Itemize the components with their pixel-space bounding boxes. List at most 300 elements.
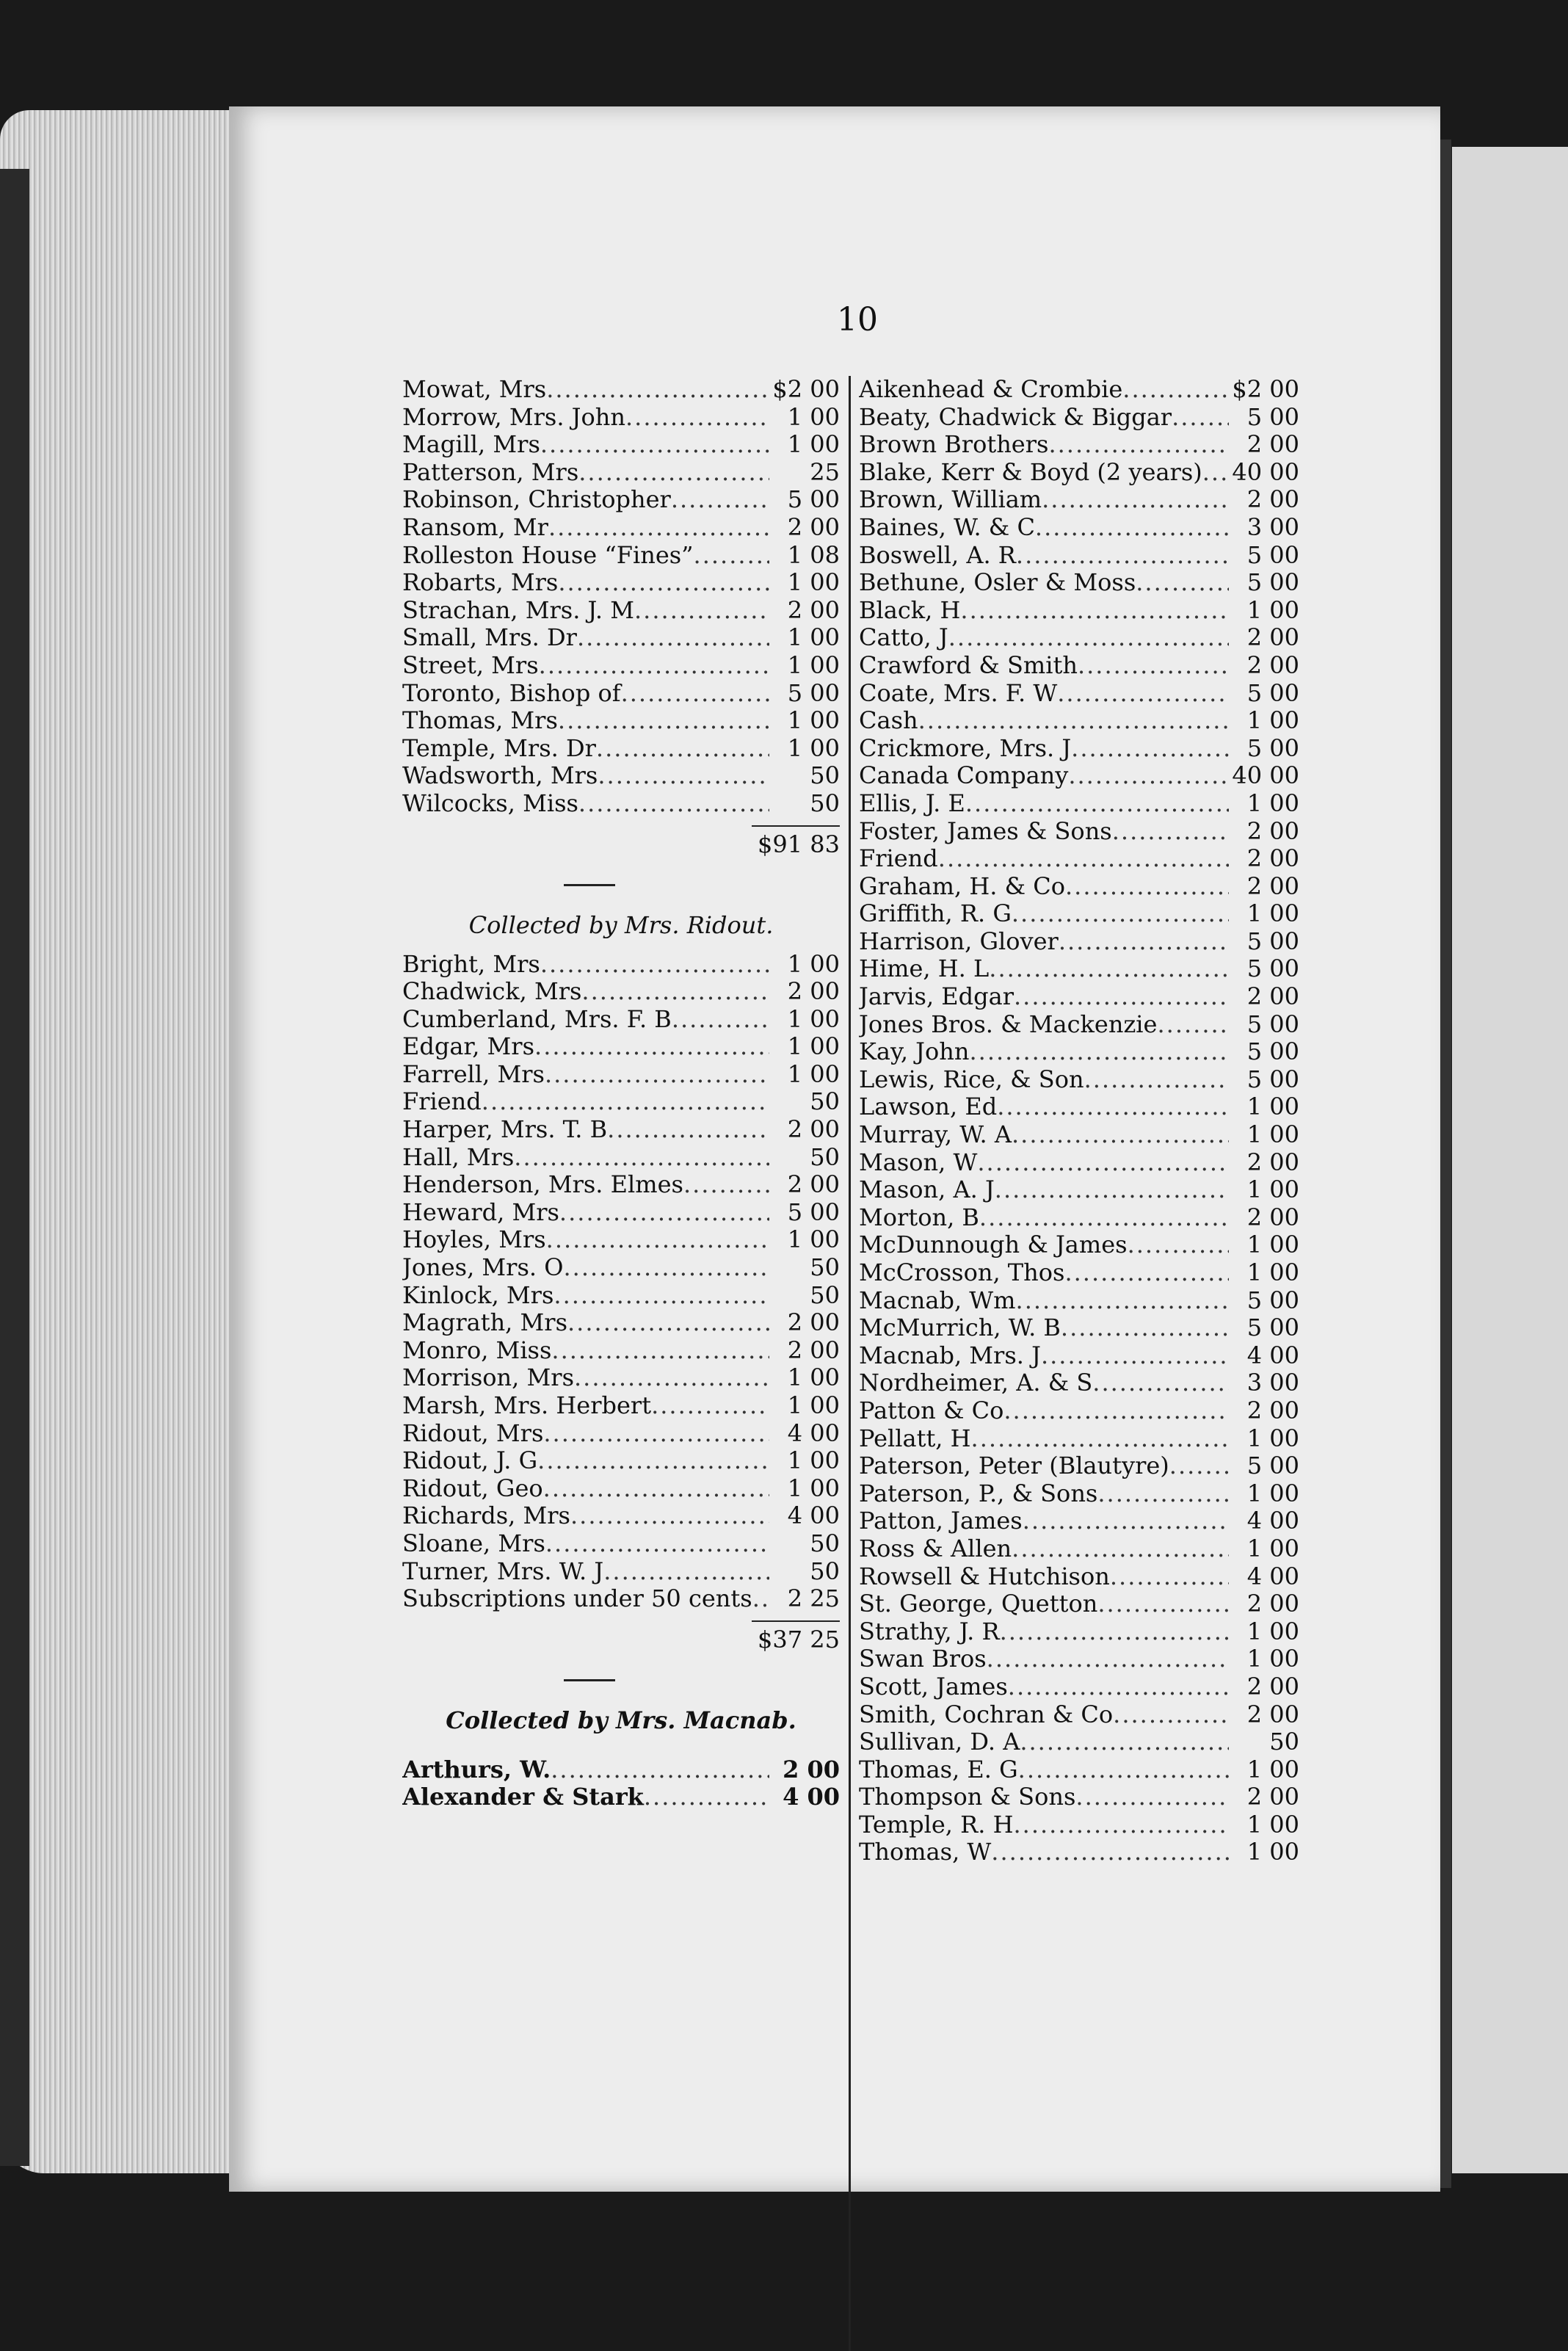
subscriber-row — [859, 1535, 1299, 1563]
subscriber-name: Bethune, Osler & Moss — [859, 569, 1136, 597]
subscriber-row — [859, 873, 1299, 901]
leader-dots — [1172, 404, 1229, 432]
leader-dots — [672, 1006, 769, 1034]
subscriber-row — [402, 1116, 840, 1144]
subscriber-row — [859, 597, 1299, 625]
subscription-amount: 5 00 — [1246, 1452, 1299, 1480]
subscriber-row — [402, 1392, 840, 1420]
subscription-amount: 5 00 — [787, 679, 840, 707]
subscriber-name: Temple, Mrs. Dr — [402, 734, 596, 762]
subscriber-row — [859, 1342, 1299, 1370]
subscriber-row — [859, 1231, 1299, 1259]
subscription-amount: 1 00 — [787, 1005, 840, 1033]
leader-dots — [979, 1204, 1229, 1232]
subscriber-name: Paterson, P., & Sons — [859, 1479, 1098, 1507]
subscriber-name: Magrath, Mrs — [402, 1309, 567, 1337]
leader-dots — [1202, 459, 1229, 487]
leader-dots — [634, 597, 769, 625]
subscriber-row — [859, 542, 1299, 570]
subscriber-row — [859, 1369, 1299, 1397]
leader-dots — [1097, 1590, 1229, 1618]
subscriber-list-ridout — [402, 951, 840, 1613]
macnab-heading: Collected by Mrs. Macnab. — [446, 1706, 796, 1734]
subscription-amount: 1 00 — [787, 950, 840, 978]
subscription-amount: 1 00 — [1246, 707, 1299, 735]
subscription-amount: 40 00 — [1232, 762, 1299, 790]
leader-dots — [1084, 1066, 1229, 1094]
subscriber-name: Thompson & Sons — [859, 1783, 1076, 1811]
subscription-amount: 2 00 — [1246, 1673, 1299, 1700]
subscriber-name: Ridout, Geo — [402, 1474, 543, 1502]
subscriber-name: Robinson, Christopher — [402, 486, 671, 514]
subscription-amount: 1 00 — [787, 651, 840, 679]
subscriber-row — [402, 1171, 840, 1199]
subscriber-name: Arthurs, W. — [402, 1756, 551, 1783]
subscriber-name: Thomas, Mrs — [402, 707, 558, 735]
subscription-amount: 1 00 — [1246, 1839, 1299, 1866]
leader-dots — [1097, 1480, 1229, 1508]
leader-dots — [625, 404, 769, 432]
subscriber-name: St. George, Quetton — [859, 1590, 1098, 1618]
subscription-amount: 2 00 — [787, 978, 840, 1006]
subscriber-row — [859, 1563, 1299, 1591]
subscriber-row — [859, 1259, 1299, 1287]
subscriber-row — [402, 680, 840, 708]
subscriber-name: Baines, W. & C — [859, 513, 1035, 541]
leader-dots — [644, 1783, 769, 1811]
subscription-amount: 1 08 — [787, 541, 840, 569]
subscriber-name: Paterson, Peter (Blautyre) — [859, 1452, 1169, 1480]
subscription-amount: 2 00 — [1246, 1148, 1299, 1176]
subscription-amount: 4 00 — [1246, 1507, 1299, 1535]
leader-dots — [570, 1502, 769, 1530]
leader-dots — [938, 845, 1229, 873]
leader-dots — [1065, 873, 1229, 901]
subscriber-row — [859, 707, 1299, 735]
leader-dots — [603, 1558, 769, 1586]
leader-dots — [578, 790, 769, 818]
subscriber-row — [859, 1314, 1299, 1342]
left-column — [402, 376, 840, 1811]
column-divider — [849, 376, 851, 2351]
leader-dots — [1128, 1231, 1229, 1259]
leader-dots — [1000, 1618, 1229, 1646]
leader-dots — [1016, 1287, 1229, 1315]
leader-dots — [1023, 1507, 1229, 1535]
subscriber-row — [402, 951, 840, 979]
leader-dots — [989, 955, 1229, 983]
subscription-amount: 2 00 — [1246, 651, 1299, 679]
subscription-amount: 4 00 — [787, 1419, 840, 1447]
leader-dots — [558, 569, 769, 597]
subscription-amount: 2 00 — [1246, 1783, 1299, 1811]
subscription-amount: 5 00 — [1246, 734, 1299, 762]
leader-dots — [1136, 569, 1229, 597]
subscriber-name: Friend — [859, 845, 938, 873]
subscriber-row — [402, 1088, 840, 1116]
group1-total: $91 83 — [758, 830, 840, 858]
subscriber-row — [859, 1590, 1299, 1618]
subscriber-row — [859, 955, 1299, 983]
subscriber-row — [859, 1425, 1299, 1453]
subscriber-name: Canada Company — [859, 762, 1069, 790]
subscriber-row — [402, 486, 840, 514]
subscription-amount: 50 — [810, 1529, 840, 1557]
subscriber-name: Thomas, E. G — [859, 1756, 1018, 1783]
subscription-amount: 3 00 — [1246, 1369, 1299, 1397]
subscription-amount: 5 00 — [1246, 1286, 1299, 1314]
subscriber-row — [402, 735, 840, 763]
subscriber-name: Wadsworth, Mrs — [402, 762, 598, 790]
leader-dots — [1018, 1756, 1229, 1784]
subscription-amount: 5 00 — [787, 486, 840, 514]
subscriber-row — [859, 486, 1299, 514]
subscription-amount: 1 00 — [787, 1474, 840, 1502]
subscriber-name: Strathy, J. R — [859, 1618, 1000, 1645]
subscriber-name: Rolleston House “Fines” — [402, 541, 694, 569]
subscription-amount: 4 00 — [1246, 1341, 1299, 1369]
subscription-amount: 2 00 — [1246, 1203, 1299, 1231]
subscriber-name: Jones, Mrs. O — [402, 1254, 564, 1282]
leader-dots — [574, 1364, 769, 1392]
subscriber-row — [402, 597, 840, 625]
leader-dots — [543, 1475, 769, 1503]
subscription-amount: 1 00 — [1246, 1176, 1299, 1204]
leader-dots — [540, 951, 769, 979]
leader-dots — [551, 1756, 769, 1784]
leader-dots — [1122, 376, 1229, 404]
subscriber-name: Mowat, Mrs — [402, 376, 547, 403]
leader-dots — [578, 459, 769, 487]
leader-dots — [651, 1392, 769, 1420]
subscriber-name: Thomas, W — [859, 1839, 992, 1866]
subscriber-row — [859, 845, 1299, 873]
subscription-amount: 1 00 — [787, 624, 840, 652]
subscriber-name: Brown, William — [859, 486, 1042, 514]
subscription-amount: 2 00 — [1246, 983, 1299, 1011]
subscriber-row — [402, 376, 840, 404]
subscriber-name: Richards, Mrs — [402, 1502, 570, 1530]
leader-dots — [545, 1061, 769, 1089]
subscription-amount: 4 00 — [787, 1502, 840, 1530]
subscriber-name: Lawson, Ed — [859, 1093, 998, 1121]
subscription-amount: 5 00 — [787, 1198, 840, 1226]
subscription-amount: 5 00 — [1246, 1314, 1299, 1342]
subscription-amount: 1 00 — [1246, 1479, 1299, 1507]
subscriber-name: Ridout, J. G — [402, 1447, 538, 1475]
subscriber-list-right — [859, 376, 1299, 1866]
subscriber-row — [402, 1558, 840, 1586]
subscriber-row — [859, 1811, 1299, 1839]
subscriber-name: Chadwick, Mrs — [402, 978, 582, 1006]
leader-dots — [596, 735, 769, 763]
subscriber-name: Sloane, Mrs — [402, 1529, 545, 1557]
subscriber-row — [402, 1254, 840, 1282]
leader-dots — [1008, 1673, 1229, 1701]
subscriber-name: McCrosson, Thos — [859, 1259, 1065, 1286]
subscription-amount: 50 — [810, 1254, 840, 1282]
leader-dots — [683, 1171, 769, 1199]
subscriber-name: Foster, James & Sons — [859, 817, 1112, 845]
subscription-amount: 1 00 — [787, 1033, 840, 1061]
subscriber-row — [859, 818, 1299, 846]
subscriber-name: Patton & Co — [859, 1397, 1004, 1424]
subscription-amount: $2 00 — [1232, 376, 1299, 403]
subscriber-row — [402, 1309, 840, 1337]
subscriber-row — [859, 983, 1299, 1011]
subscriber-list-group1 — [402, 376, 840, 818]
subscriber-name: Morrow, Mrs. John — [402, 403, 625, 431]
subscriber-name: Wilcocks, Miss — [402, 789, 578, 817]
subscriber-row — [402, 978, 840, 1006]
subscription-amount: 1 00 — [1246, 900, 1299, 928]
subscriber-name: Swan Bros — [859, 1645, 987, 1673]
subscription-amount: 1 00 — [1246, 789, 1299, 817]
subscriber-name: Ridout, Mrs — [402, 1419, 544, 1447]
subscription-amount: 50 — [810, 1557, 840, 1585]
subscription-amount: 4 00 — [1246, 1562, 1299, 1590]
subscriber-name: Mason, A. J — [859, 1176, 995, 1204]
subscription-amount: 1 00 — [787, 707, 840, 735]
subscription-amount: 2 00 — [787, 1171, 840, 1199]
leader-dots — [987, 1645, 1229, 1673]
leader-dots — [548, 514, 769, 542]
subscriber-row — [402, 1585, 840, 1613]
subscription-amount: 1 00 — [787, 403, 840, 431]
leader-dots — [1042, 486, 1229, 514]
subscriber-row — [859, 1783, 1299, 1811]
subscription-amount: 5 00 — [1246, 1010, 1299, 1038]
subscriber-row — [859, 1011, 1299, 1039]
subscriber-row — [402, 431, 840, 459]
subscriber-row — [859, 404, 1299, 432]
subscription-amount: 50 — [810, 1088, 840, 1116]
leader-dots — [1092, 1369, 1229, 1397]
leader-dots — [995, 1176, 1229, 1204]
leader-dots — [1013, 1811, 1229, 1839]
subscriber-row — [402, 1226, 840, 1254]
leader-dots — [1068, 762, 1229, 790]
subscriber-name: Marsh, Mrs. Herbert — [402, 1392, 652, 1419]
subscriber-name: Morton, B — [859, 1203, 979, 1231]
subscriber-row — [859, 431, 1299, 459]
leader-dots — [543, 1420, 769, 1448]
subscriber-row — [859, 735, 1299, 763]
subscriber-name: Beaty, Chadwick & Biggar — [859, 403, 1172, 431]
leader-dots — [1078, 652, 1229, 680]
leader-dots — [539, 652, 769, 680]
subscriber-name: Crickmore, Mrs. J — [859, 734, 1072, 762]
subscriber-name: Griffith, R. G — [859, 900, 1012, 928]
subscription-amount: 2 00 — [1246, 486, 1299, 514]
subscription-amount: 1 00 — [1246, 1121, 1299, 1149]
subscriber-row — [859, 1038, 1299, 1066]
leader-dots — [1110, 1563, 1229, 1591]
subscriber-row — [859, 514, 1299, 542]
subscription-amount: 2 00 — [1246, 624, 1299, 652]
subscriber-name: Scott, James — [859, 1673, 1008, 1700]
subscriber-name: Alexander & Stark — [402, 1783, 644, 1811]
leader-dots — [971, 1425, 1229, 1453]
subscriber-row — [859, 1756, 1299, 1784]
subscriber-row — [859, 1480, 1299, 1508]
subscriber-row — [402, 1447, 840, 1475]
subscriber-name: Aikenhead & Crombie — [859, 376, 1123, 403]
subscription-amount: 2 00 — [1246, 872, 1299, 900]
subscriber-row — [402, 1756, 840, 1784]
subscriber-name: Small, Mrs. Dr — [402, 624, 577, 652]
subscriber-row — [402, 514, 840, 542]
subscriber-row — [859, 1093, 1299, 1121]
subscription-amount: 2 00 — [783, 1756, 840, 1783]
subscriber-name: Catto, J — [859, 624, 948, 652]
subscription-amount: 5 00 — [1246, 679, 1299, 707]
subscription-amount: 1 00 — [1246, 1093, 1299, 1121]
subscriber-row — [402, 790, 840, 818]
section-separator — [564, 1679, 615, 1681]
subscriber-row — [402, 542, 840, 570]
subscriber-row — [402, 1199, 840, 1227]
leader-dots — [559, 1199, 769, 1227]
subscriber-row — [859, 459, 1299, 487]
subscriber-row — [402, 1033, 840, 1061]
subscriber-name: Street, Mrs — [402, 651, 539, 679]
leader-dots — [997, 1093, 1229, 1121]
subscriber-row — [402, 1502, 840, 1530]
subscriber-name: Boswell, A. R — [859, 541, 1016, 569]
subscriber-row — [859, 1066, 1299, 1094]
subscriber-name: Patton, James — [859, 1507, 1023, 1535]
subscriber-name: Black, H — [859, 596, 961, 624]
subscription-amount: 50 — [810, 1143, 840, 1171]
leader-dots — [514, 1144, 769, 1172]
subscriber-name: Macnab, Mrs. J — [859, 1341, 1041, 1369]
subscriber-row — [402, 404, 840, 432]
book-page-edges — [0, 110, 242, 2173]
leader-dots — [965, 790, 1229, 818]
book-cover-edge — [0, 169, 29, 2166]
leader-dots — [1020, 1728, 1229, 1756]
subscriber-row — [402, 762, 840, 790]
subscriber-name: Ellis, J. E — [859, 789, 965, 817]
subscription-amount: 1 00 — [1246, 1645, 1299, 1673]
leader-dots — [1048, 431, 1229, 459]
subscriber-name: Kay, John — [859, 1038, 970, 1066]
subscriber-name: Macnab, Wm — [859, 1286, 1016, 1314]
subscriber-name: Magill, Mrs — [402, 431, 540, 459]
subscriber-row — [402, 569, 840, 597]
page-number: 10 — [837, 301, 878, 338]
subscriber-row — [859, 1121, 1299, 1149]
subscriber-name: Cash — [859, 707, 918, 735]
leader-dots — [1035, 514, 1229, 542]
subscription-amount: 1 00 — [787, 569, 840, 597]
leader-dots — [1012, 1535, 1229, 1563]
leader-dots — [1012, 1121, 1229, 1149]
leader-dots — [607, 1116, 769, 1144]
subscription-amount: 1 00 — [787, 1226, 840, 1254]
subscriber-name: Kinlock, Mrs — [402, 1281, 554, 1309]
leader-dots — [540, 431, 769, 459]
next-page-edge — [1452, 147, 1568, 2173]
subscriber-name: Mason, W — [859, 1148, 978, 1176]
leader-dots — [551, 1337, 769, 1365]
leader-dots — [1157, 1011, 1229, 1039]
leader-dots — [581, 978, 769, 1006]
subscriber-name: McMurrich, W. B — [859, 1314, 1061, 1342]
subscriber-name: Hoyles, Mrs — [402, 1226, 546, 1254]
subscriber-name: Monro, Miss — [402, 1336, 552, 1364]
leader-dots — [977, 1149, 1229, 1177]
subscriber-name: Hall, Mrs — [402, 1143, 515, 1171]
leader-dots — [1059, 928, 1229, 956]
leader-dots — [534, 1033, 769, 1061]
subscriber-row — [402, 624, 840, 652]
subscription-amount: 5 00 — [1246, 403, 1299, 431]
leader-dots — [671, 486, 769, 514]
subscription-amount: 2 00 — [1246, 845, 1299, 873]
leader-dots — [1112, 818, 1229, 846]
subscriber-row — [859, 1287, 1299, 1315]
subscriber-name: Crawford & Smith — [859, 651, 1078, 679]
subscription-amount: 1 00 — [1246, 1535, 1299, 1562]
leader-dots — [553, 1282, 769, 1310]
leader-dots — [546, 1226, 769, 1254]
subscription-amount: 2 00 — [787, 1336, 840, 1364]
subscription-amount: 1 00 — [787, 1060, 840, 1088]
subscription-amount: 1 00 — [787, 431, 840, 459]
subscriber-row — [859, 1507, 1299, 1535]
subscriber-name: Nordheimer, A. & S — [859, 1369, 1093, 1397]
subscriber-row — [859, 1701, 1299, 1729]
subscriber-row — [859, 762, 1299, 790]
subscriber-row — [402, 707, 840, 735]
subscription-amount: 5 00 — [1246, 569, 1299, 597]
subscriber-row — [402, 1282, 840, 1310]
subscriber-row — [859, 900, 1299, 928]
subscriber-name: Temple, R. H — [859, 1811, 1014, 1839]
leader-dots — [960, 597, 1229, 625]
subscription-amount: 1 00 — [1246, 596, 1299, 624]
subscription-amount: 1 00 — [787, 734, 840, 762]
subscription-amount: 2 00 — [787, 513, 840, 541]
leader-dots — [563, 1254, 769, 1282]
leader-dots — [1113, 1701, 1229, 1729]
leader-dots — [558, 707, 769, 735]
subscription-amount: 1 00 — [1246, 1231, 1299, 1259]
subscriber-name: Hime, H. L — [859, 955, 990, 983]
subscriber-row — [859, 1397, 1299, 1425]
subscriber-name: Edgar, Mrs — [402, 1033, 535, 1061]
leader-dots — [1061, 1314, 1229, 1342]
subscription-amount: 1 00 — [787, 1447, 840, 1475]
leader-dots — [918, 707, 1229, 735]
leader-dots — [1169, 1452, 1229, 1480]
subscriber-row — [402, 1364, 840, 1392]
leader-dots — [537, 1447, 769, 1475]
leader-dots — [1003, 1397, 1229, 1425]
subscription-amount: 3 00 — [1246, 513, 1299, 541]
subscription-amount: $2 00 — [772, 376, 840, 403]
subscriber-row — [402, 1475, 840, 1503]
subscription-amount: 1 00 — [1246, 1424, 1299, 1452]
subscription-amount: 5 00 — [1246, 927, 1299, 955]
subscriber-name: Toronto, Bishop of — [402, 679, 621, 707]
subscriber-name: Harper, Mrs. T. B — [402, 1116, 608, 1144]
subscriber-name: Turner, Mrs. W. J — [402, 1557, 604, 1585]
subscriber-row — [859, 652, 1299, 680]
subscriber-name: Graham, H. & Co — [859, 872, 1065, 900]
